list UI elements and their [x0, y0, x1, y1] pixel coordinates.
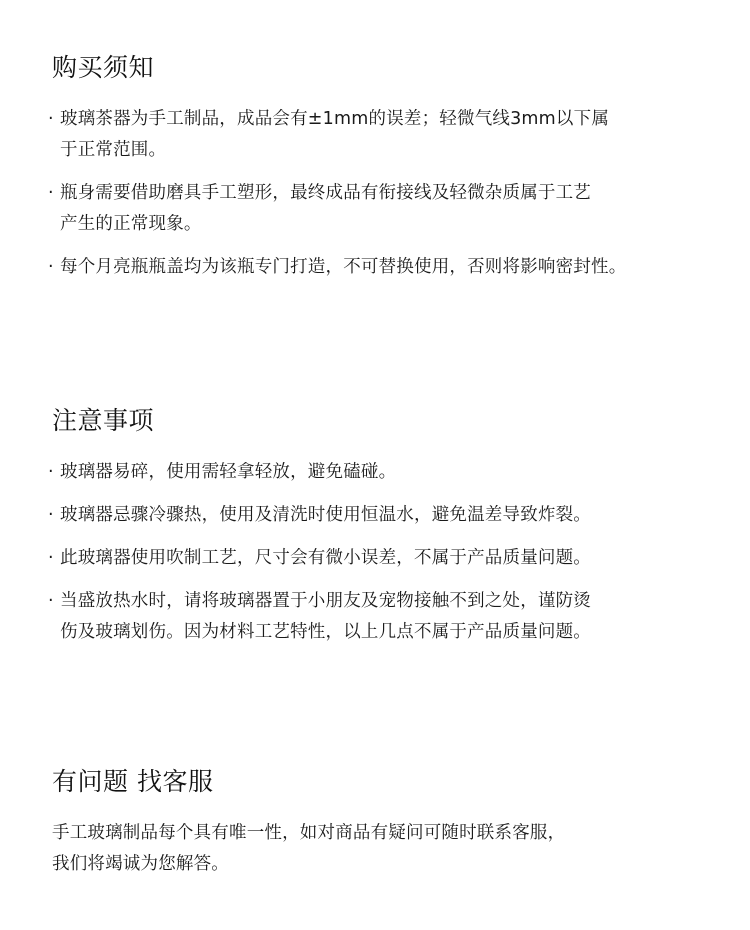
list-item: [50, 104, 710, 166]
customer-service-title: 有问题 找客服: [52, 767, 214, 796]
purchase-notice-title: 购买须知: [52, 53, 155, 82]
bullet-dot: ·: [48, 548, 54, 568]
list-item: [50, 500, 710, 531]
bullet-dot: ·: [48, 109, 54, 129]
item-line: 玻璃器忌骤冷骤热，使用及清洗时使用恒温水，避免温差导致炸裂。: [60, 505, 591, 525]
bullet-dot: ·: [48, 505, 54, 525]
paragraph-line: 手工玻璃制品每个具有唯一性，如对商品有疑问可随时联系客服，: [52, 823, 566, 843]
precautions-title: 注意事项: [52, 406, 155, 435]
paragraph-line: 我们将竭诚为您解答。: [52, 854, 229, 874]
item-line: 产生的正常现象。: [60, 214, 202, 234]
bullet-dot: ·: [48, 591, 54, 611]
precautions-section: [50, 405, 710, 660]
item-line: 伤及玻璃划伤。因为材料工艺特性，以上几点不属于产品质量问题。: [60, 622, 591, 642]
customer-service-section: [50, 766, 710, 880]
bullet-dot: ·: [48, 257, 54, 277]
list-item: [50, 252, 710, 283]
item-line: 当盛放热水时，请将玻璃器置于小朋友及宠物接触不到之处，谨防烫: [60, 591, 591, 611]
purchase-notice-list: [50, 104, 710, 283]
bullet-dot: ·: [48, 462, 54, 482]
item-line: 每个月亮瓶瓶盖均为该瓶专门打造，不可替换使用，否则将影响密封性。: [60, 257, 627, 277]
customer-service-text: [52, 818, 710, 880]
item-line: 瓶身需要借助磨具手工塑形，最终成品有衔接线及轻微杂质属于工艺: [60, 183, 591, 203]
item-line: 玻璃茶器为手工制品，成品会有±1mm的误差；轻微气线3mm以下属: [60, 109, 610, 129]
list-item: [50, 586, 710, 648]
purchase-notice-section: [50, 52, 710, 295]
list-item: [50, 178, 710, 240]
list-item: [50, 457, 710, 488]
precautions-list: [50, 457, 710, 648]
bullet-dot: ·: [48, 183, 54, 203]
item-line: 此玻璃器使用吹制工艺，尺寸会有微小误差，不属于产品质量问题。: [60, 548, 591, 568]
item-line: 玻璃器易碎，使用需轻拿轻放，避免磕碰。: [60, 462, 397, 482]
item-line: 于正常范围。: [60, 140, 167, 160]
list-item: [50, 543, 710, 574]
